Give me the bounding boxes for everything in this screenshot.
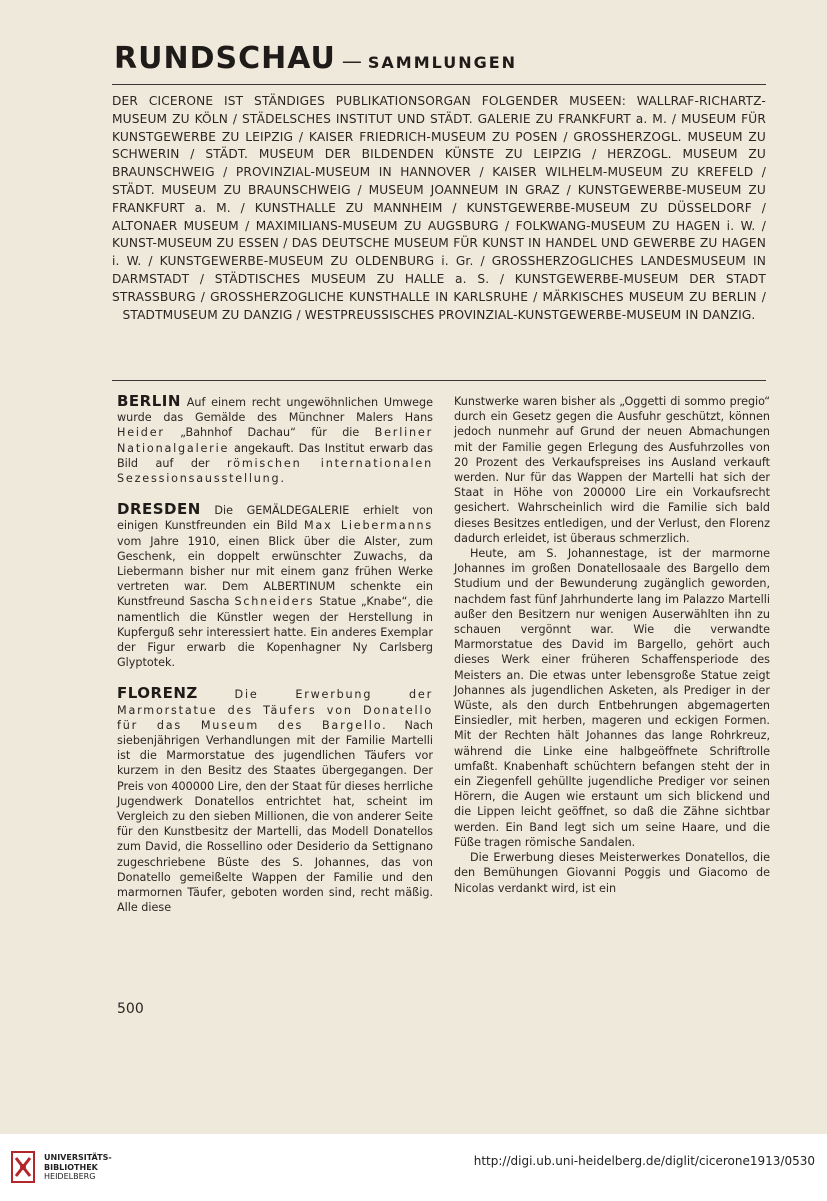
library-name: [44, 1153, 112, 1182]
berlin-text: angekauft. Das Institut erwarb das Bild auf der: [117, 441, 433, 470]
right-column: [454, 394, 770, 896]
source-url-link[interactable]: http://digi.ub.uni-heidelberg.de/diglit/cicerone1913/0530: [473, 1154, 815, 1168]
dresden-spaced-text: Max Liebermanns: [303, 519, 433, 533]
berlin-text: „Bahnhof Dachau“ für die: [164, 426, 375, 440]
heading-dresden: DRESDEN: [117, 500, 201, 519]
dresden-text: Statue „Knabe“, die namentlich die Künstler wegen der Herstellung in Kupferguß sehr interessiert hatte. Ein anderes Exemplar der Figur erwarb die Kopenhagner Ny Carlsberg Glyptotek.: [117, 595, 433, 670]
right-paragraph-1: Kunstwerke waren bisher als „Oggetti di sommo pregio“ durch ein Gesetz gegen die Ausfuhr geschützt, können jedoch nunmehr auf Grund der neuen Abmachungen mit der Familie gegen Erlegung des Ausfuhrzolles von 20 Prozent des Verkaufspreises ins Ausland verkauft werden. Nur für das Wappen der Martelli hat sich der Staat in Höhe von 200000 Lire ein Vorkaufsrecht gesichert. Wahrscheinlich wird die Familie sich bald dieses Besitzes entledigen, und der Verlust, den Florenz dadurch erleidet, ist überaus schmerzlich.: [454, 395, 770, 545]
right-paragraph-3: Die Erwerbung dieses Meisterwerkes Donatellos, die den Bemühungen Giovanni Poggis und Giacomo de Nicolas verdankt wird, ist ein: [454, 851, 770, 895]
top-divider: [112, 84, 766, 85]
title-sub: SAMMLUNGEN: [367, 53, 518, 72]
dresden-spaced-text: Schneiders: [234, 595, 315, 609]
library-name-line: UNIVERSITÄTS-: [44, 1153, 112, 1162]
florenz-text: Nach siebenjährigen Verhandlungen mit der Familie Martelli ist die Marmorstatue des jugendlichen Täufers vor kurzem in den Besitz des Staates übergegangen. Der Preis von 400000 Lire, den der Staat für dieses herrliche Jugendwerk Donatellos entrichtet hat, scheint im Vergleich zu den sieben Millionen, die von anderer Seite für den Kunstbesitz der Martelli, das Modell Donatellos zum David, die Rossellino oder Desiderio da Settignano zugeschriebene Büste des S. Johannes, das von Donatello gemeißelte Wappen der Familie und den marmornen Täufer, geboten worden sind, recht mäßig. Alle diese: [117, 718, 433, 915]
dresden-text: vom Jahre 1910, einen Blick über die Alster, zum Geschenk, ein doppelt erwünschter Zuwachs, da Liebermann bisher nur mit einem ganz frühen Werke vertreten war. Dem ALBERTINUM schenkte ein Kunstfreund Sascha: [117, 534, 433, 609]
section-florenz: [117, 686, 433, 915]
florenz-spaced-text: Die Erwerbung der Marmorstatue des Täufers von Donatello für das Museum des Bargello.: [117, 688, 433, 732]
berlin-spaced-text: Berliner Nationalgalerie: [117, 426, 433, 455]
heading-berlin: BERLIN: [117, 392, 181, 410]
berlin-spaced-text: Heider: [117, 426, 165, 440]
page-title: [114, 41, 774, 76]
section-berlin: [117, 394, 433, 486]
intro-paragraph: DER CICERONE IST STÄNDIGES PUBLIKATIONSORGAN FOLGENDER MUSEEN: WALLRAF-RICHARTZ-MUSEUM ZU KÖLN / STÄDELSCHES INSTITUT UND STÄDT. GALERIE ZU FRANKFURT a. M. / MUSEUM FÜR KUNSTGEWERBE ZU LEIPZIG / KAISER FRIEDRICH-MUSEUM ZU POSEN / GROSSHERZOGL. MUSEUM ZU SCHWERIN / STÄDT. MUSEUM DER BILDENDEN KÜNSTE ZU LEIPZIG / HERZOGL. MUSEUM ZU BRAUNSCHWEIG / PROVINZIAL-MUSEUM IN HANNOVER / KAISER WILHELM-MUSEUM ZU KREFELD / STÄDT. MUSEUM ZU BRAUNSCHWEIG / MUSEUM JOANNEUM IN GRAZ / KUNSTGEWERBE-MUSEUM ZU FRANKFURT a. M. / KUNSTHALLE ZU MANNHEIM / KUNSTGEWERBE-MUSEUM ZU DÜSSELDORF / ALTONAER MUSEUM / MAXIMILIANS-MUSEUM ZU AUGSBURG / FOLKWANG-MUSEUM ZU HAGEN i. W. / KUNST-MUSEUM ZU ESSEN / DAS DEUTSCHE MUSEUM FÜR KUNST IN HANDEL UND GEWERBE ZU HAGEN i. W. / KUNSTGEWERBE-MUSEUM ZU OLDENBURG i. Gr. / GROSSHERZOGLICHES LANDESMUSEUM IN DARMSTADT / STÄDTISCHES MUSEUM ZU HALLE a. S. / KUNSTGEWERBE-MUSEUM DER STADT STRASSBURG / GROSSHERZOGLICHE KUNSTHALLE IN KARLSRUHE / MÄRKISCHES MUSEUM ZU BERLIN / STADTMUSEUM ZU DANZIG / WESTPREUSSISCHES PROVINZIAL-KUNSTGEWERBE-MUSEUM IN DANZIG.: [112, 94, 766, 322]
library-name-line: BIBLIOTHEK: [44, 1162, 98, 1172]
title-main: RUNDSCHAU: [114, 41, 336, 76]
library-logo-icon: [10, 1150, 36, 1184]
title-separator: —: [341, 49, 362, 73]
right-paragraph-2: Heute, am S. Johannestage, ist der marmorne Johannes im großen Donatellosaale des Bargello dem Studium und der Bewunderung zugänglich geworden, nachdem fast fünf Jahrhunderte lang im Palazzo Martelli außer den Besitzern nur wenigen Auserwählten ihn zu schauen vergönnt war. Wie die verwandte Marmorstatue des David im Bargello, gehört auch dieses Werk einer früheren Schaffensperiode des Meisters an. Die etwas unter lebensgroße Statue zeigt Johannes als jugendlichen Asketen, als Prediger in der Wüste, als den durch Entbehrungen abgemagerten Einsiedler, mit herben, mageren und eckigen Formen. Mit der Rechten hält Johannes das lange Rohrkreuz, während die Linke eine halbgeöffnete Schriftrolle umfaßt. Knabenhaft schüchtern befangen steht der in ein Ziegenfell gehüllte jugendliche Prediger vor seinen Hörern, die Augen wie erstaunt um sich blickend und die Lippen leicht geöffnet, so daß die Zähne sichtbar werden. Ein Band legt sich um seine Haare, und die Füße tragen römische Sandalen.: [454, 547, 770, 849]
page-number: 500: [117, 1001, 144, 1017]
left-column: [117, 394, 433, 932]
section-divider: [112, 380, 766, 381]
berlin-text: .: [280, 472, 285, 486]
library-name-line: HEIDELBERG: [44, 1172, 96, 1181]
dresden-text: Die GEMÄLDEGALERIE erhielt von einigen Kunstfreunden ein Bild: [117, 504, 433, 533]
footer-bar: [0, 1134, 827, 1201]
heading-florenz: FLORENZ: [117, 684, 198, 703]
berlin-spaced-text: römischen internationalen Sezessionsausstellung: [117, 456, 433, 486]
berlin-text: Auf einem recht ungewöhnlichen Umwege wurde das Gemälde des Münchner Malers Hans: [117, 396, 434, 425]
section-dresden: [117, 502, 433, 670]
